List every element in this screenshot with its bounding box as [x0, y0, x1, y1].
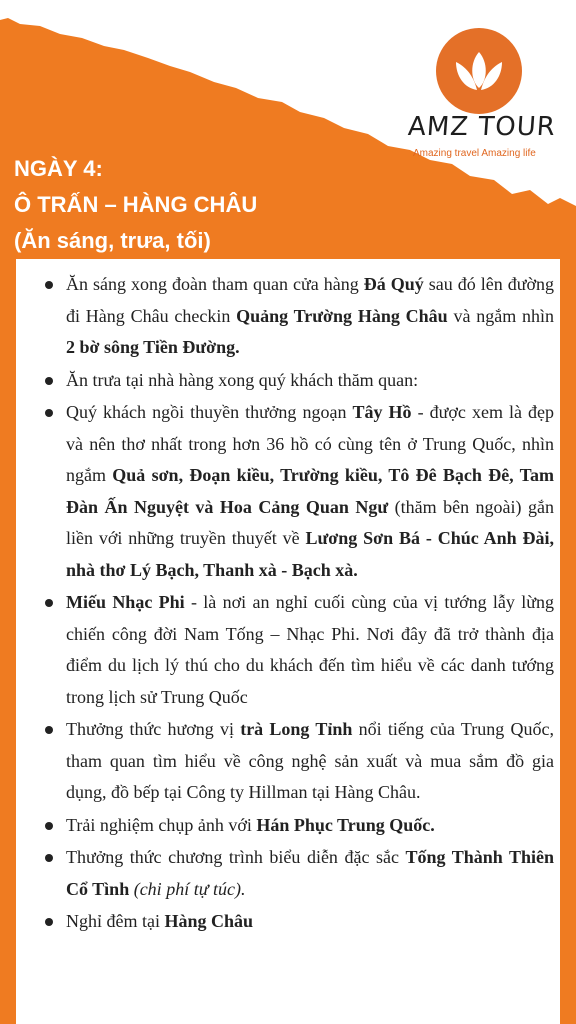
highlight-text: 2 bờ sông Tiền Đường.: [66, 337, 240, 357]
item-text: Thưởng thức hương vị: [66, 719, 241, 739]
item-text: sau đó lên đường đi Hàng Châu checkin: [66, 274, 555, 326]
day-title: [14, 151, 257, 259]
day-label: NGÀY 4:: [14, 156, 103, 181]
highlight-text: Quả sơn, Đoạn kiều, Trường kiều, Tô Đê Bạch Đê, Tam Đàn Ấn Nguyệt và Hoa Cảng Quan Ngư: [66, 465, 554, 517]
itinerary-item: [32, 714, 554, 809]
itinerary-item: [32, 842, 554, 905]
itinerary-item: [32, 906, 554, 938]
itinerary-item: [32, 587, 554, 713]
note-text: (chi phí tự túc).: [133, 878, 246, 899]
lotus-icon: [436, 28, 522, 114]
amz-tour-logo: [436, 28, 522, 114]
item-text: Quý khách ngồi thuyền thưởng ngoạn: [66, 402, 353, 422]
highlight-text: Hàng Châu: [164, 911, 254, 931]
item-text: Thưởng thức chương trình biểu diễn đặc sắc: [66, 847, 406, 867]
highlight-text: Miếu Nhạc Phi: [66, 592, 185, 612]
itinerary-item: [32, 365, 554, 397]
item-text: nổi tiếng của Trung Quốc, tham quan tìm hiểu về công nghệ sản xuất và mua sắm đồ gia dụng, đồ bếp tại Công ty Hillman tại Hàng Châu.: [66, 719, 555, 802]
item-text: (thăm bên ngoài) gắn liền với những truyền thuyết về: [66, 496, 554, 548]
item-text: Ăn trưa tại nhà hàng xong quý khách thăm quan:: [66, 369, 419, 390]
meals-label: (Ăn sáng, trưa, tối): [14, 228, 211, 253]
item-text: Ăn sáng xong đoàn tham quan cửa hàng: [66, 274, 364, 294]
item-text: Nghỉ đêm tại: [66, 911, 165, 931]
highlight-text: trà Long Tỉnh: [240, 719, 353, 739]
highlight-text: Đá Quý: [363, 274, 424, 294]
item-text: - là nơi an nghỉ cuối cùng của vị tướng lẫy lừng chiến công đời Nam Tống – Nhạc Phi. Nơi đây đã trở thành địa điểm du lịch lý thú cho du khách đến tìm hiểu về các danh tướng trong lịch sử Trung Quốc: [66, 592, 555, 707]
item-text: và ngắm nhìn: [447, 305, 555, 326]
brand-name: AMZ TOUR: [406, 112, 557, 142]
itinerary-item: [32, 810, 554, 842]
highlight-text: Quảng Trường Hàng Châu: [236, 305, 448, 326]
highlight-text: Tống Thành Thiên Cổ Tình: [66, 847, 555, 899]
itinerary-item: [32, 269, 554, 364]
itinerary-content: [16, 259, 560, 1024]
highlight-text: Hán Phục Trung Quốc.: [256, 814, 435, 835]
route-label: Ô TRẤN – HÀNG CHÂU: [14, 192, 258, 217]
item-text: - được xem là đẹp và nên thơ nhất trong hơn 36 hồ có cùng tên ở Trung Quốc, nhìn ngắm: [66, 402, 555, 485]
itinerary-item: [32, 397, 554, 586]
itinerary-list: [32, 269, 554, 939]
brand-slogan: Amazing travel Amazing life: [413, 148, 536, 159]
item-text: Trải nghiệm chụp ảnh với: [66, 814, 257, 835]
highlight-text: Lương Sơn Bá - Chúc Anh Đài, nhà thơ Lý Bạch, Thanh xà - Bạch xà.: [66, 528, 555, 580]
highlight-text: Tây Hồ: [352, 402, 412, 422]
